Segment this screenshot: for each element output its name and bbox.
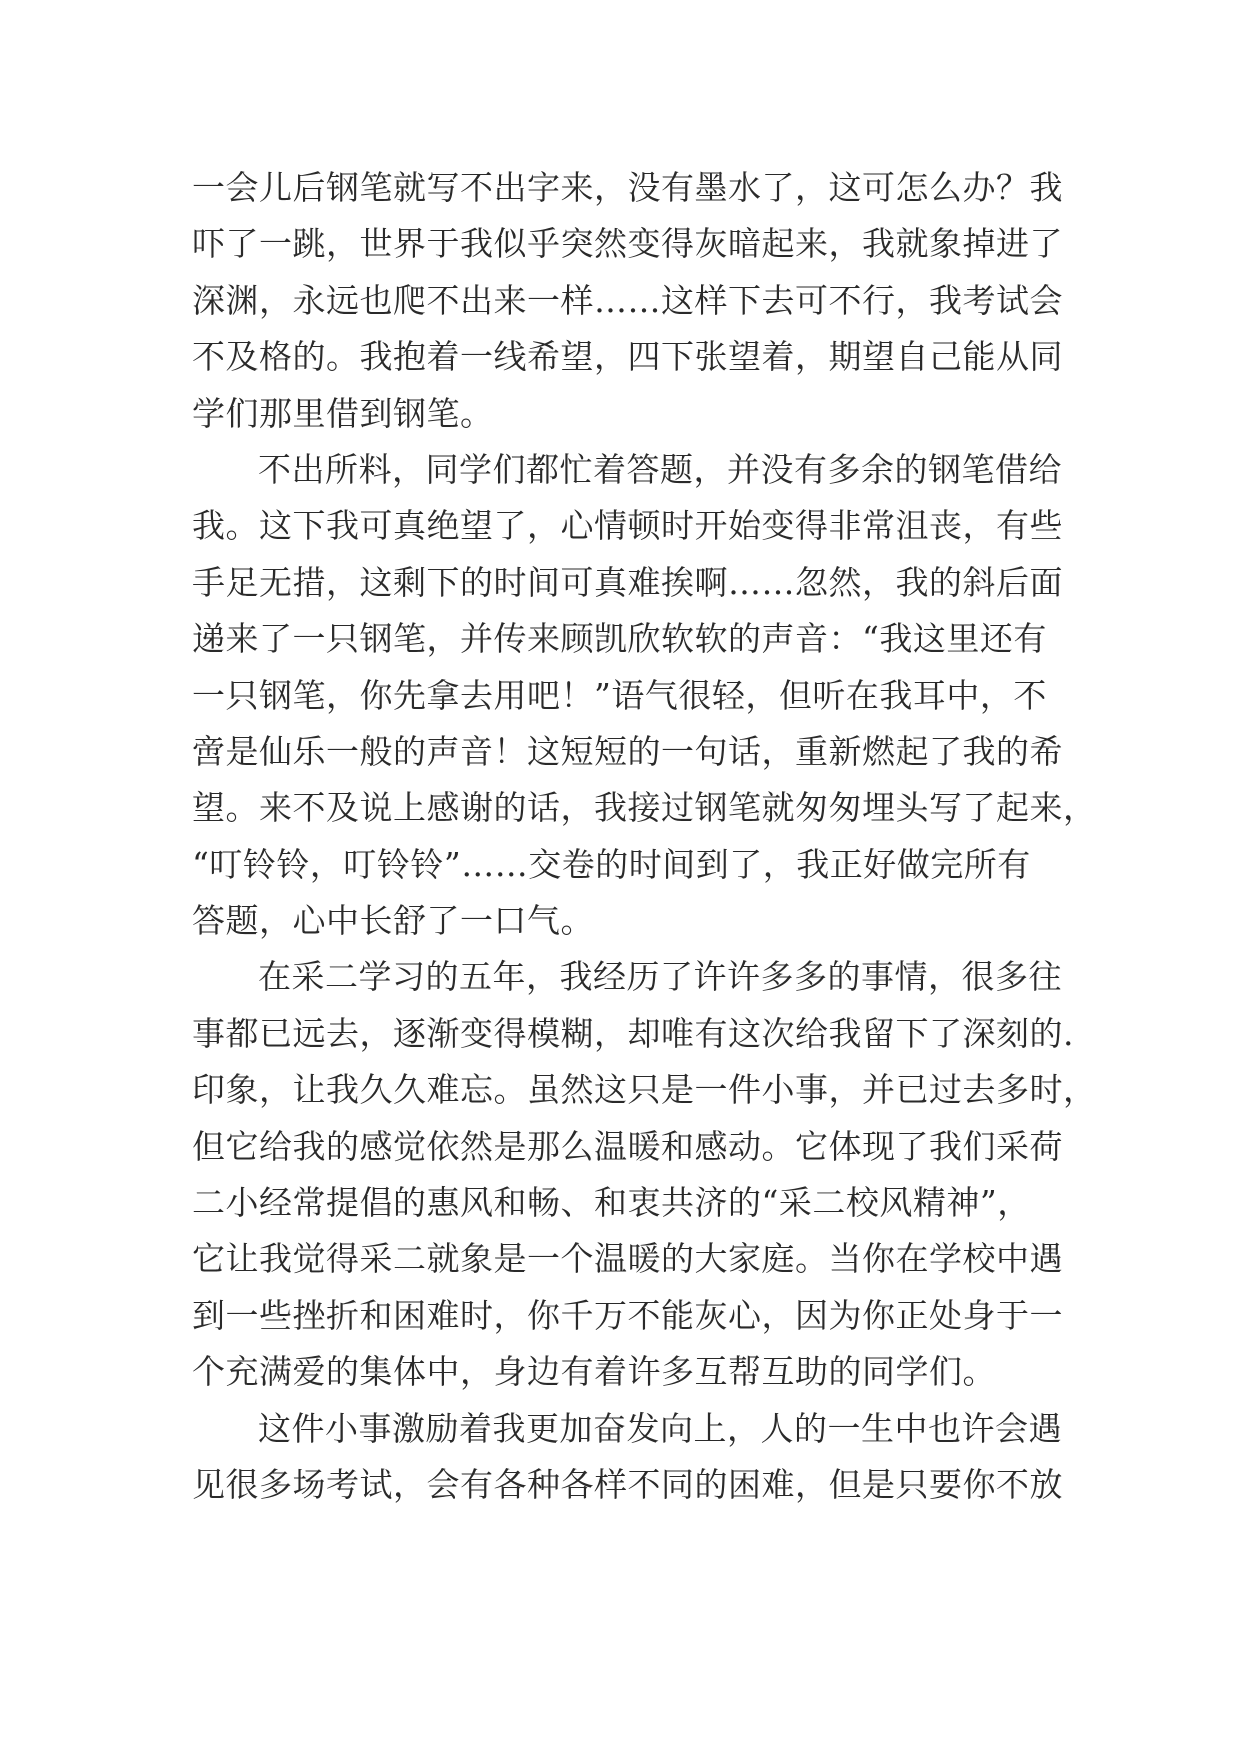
text-line: 不出所料，同学们都忙着答题，并没有多余的钢笔借给 — [258, 449, 1062, 489]
text-line: 在采二学习的五年，我经历了许许多多的事情，很多往 — [258, 957, 1062, 997]
text-line: 一只钢笔，你先拿去用吧！”语气很轻，但听在我耳中，不 — [192, 675, 1047, 715]
text-line: 但它给我的感觉依然是那么温暖和感动。它体现了我们采荷 — [192, 1126, 1063, 1166]
text-line: 深渊，永远也爬不出来一样……这样下去可不行，我考试会 — [192, 280, 1063, 320]
text-line: 印象，让我久久难忘。虽然这只是一件小事，并已过去多时， — [192, 1070, 1097, 1110]
document-body — [192, 160, 1097, 1513]
text-line: 二小经常提倡的惠风和畅、和衷共济的“采二校风精神”， — [192, 1183, 1031, 1223]
text-line: 吓了一跳，世界于我似乎突然变得灰暗起来，我就象掉进了 — [192, 224, 1063, 264]
text-line: 望。来不及说上感谢的话，我接过钢笔就匆匆埋头写了起来， — [192, 788, 1097, 828]
paragraph-2 — [192, 442, 1097, 950]
text-line: 手足无措，这剩下的时间可真难挨啊……忽然，我的斜后面 — [192, 562, 1063, 602]
paragraph-3 — [192, 949, 1097, 1400]
paragraph-1 — [192, 160, 1072, 442]
text-line: 个充满爱的集体中，身边有着许多互帮互助的同学们。 — [192, 1352, 996, 1392]
paragraph-4 — [192, 1401, 1072, 1514]
text-line: 一会儿后钢笔就写不出字来，没有墨水了，这可怎么办？我 — [192, 168, 1063, 207]
text-line: 到一些挫折和困难时，你千万不能灰心，因为你正处身于一 — [192, 1295, 1063, 1335]
text-line: “叮铃铃，叮铃铃”……交卷的时间到了，我正好做完所有 — [192, 844, 1031, 884]
text-line: 事都已远去，逐渐变得模糊，却唯有这次给我留下了深刻的. — [192, 1013, 1074, 1053]
text-line: 它让我觉得采二就象是一个温暖的大家庭。当你在学校中遇 — [192, 1239, 1063, 1279]
text-line: 学们那里借到钢笔。 — [192, 393, 494, 433]
text-line: 答题，心中长舒了一口气。 — [192, 901, 594, 941]
text-line: 不及格的。我抱着一线希望，四下张望着，期望自己能从同 — [192, 337, 1063, 377]
text-line: 啻是仙乐一般的声音！这短短的一句话，重新燃起了我的希 — [192, 731, 1063, 771]
text-line: 这件小事激励着我更加奋发向上，人的一生中也许会遇 — [258, 1408, 1062, 1448]
text-line: 我。这下我可真绝望了，心情顿时开始变得非常沮丧，有些 — [192, 506, 1063, 546]
text-line: 递来了一只钢笔，并传来顾凯欣软软的声音：“我这里还有 — [192, 619, 1047, 659]
text-line: 见很多场考试，会有各种各样不同的困难，但是只要你不放 — [192, 1464, 1063, 1504]
